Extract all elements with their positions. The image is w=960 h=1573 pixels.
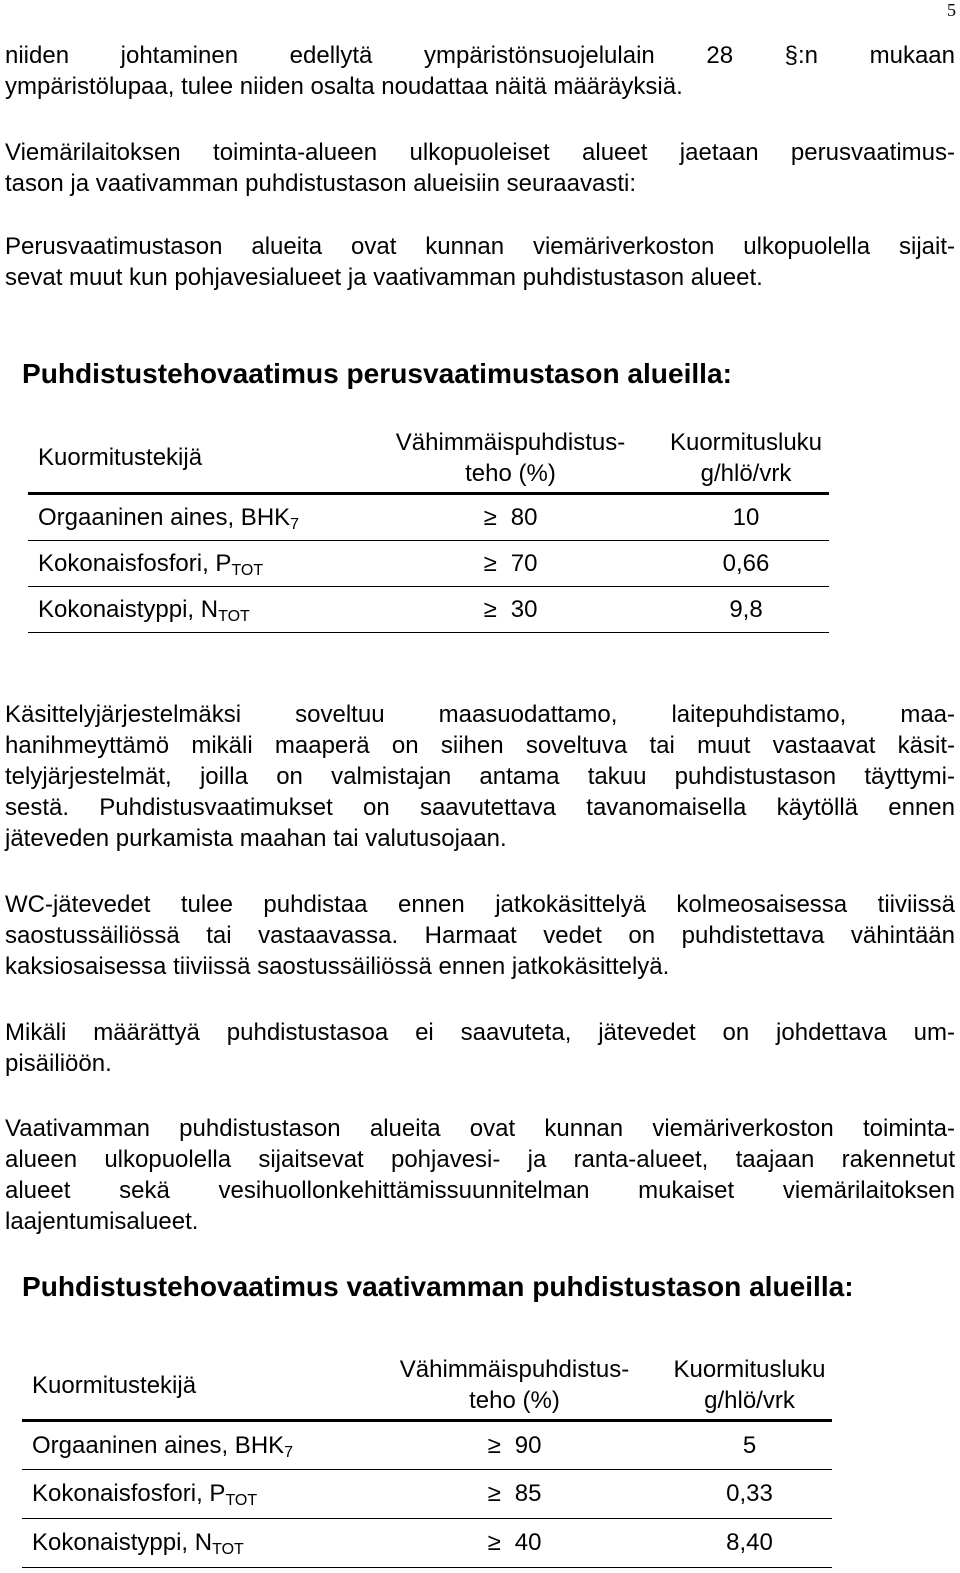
table-row <box>28 586 829 632</box>
text-line: jäteveden purkamista maahan tai valutusojaan. <box>5 825 507 852</box>
table-row <box>28 540 829 586</box>
text-line: Perusvaatimustason alueita ovat kunnan viemäriverkoston ulkopuolella sijait- <box>5 233 955 260</box>
paragraph-holding-tank <box>5 1017 955 1079</box>
text-line: saostussäiliössä tai vastaavassa. Harmaat vedet on puhdistettava vähintään <box>5 922 955 949</box>
text-line: sestä. Puhdistusvaatimukset on saavutettava tavanomaisella käytöllä ennen <box>5 794 955 821</box>
text-line: niiden johtaminen edellytä ympäristönsuojelulain 28 §:n mukaan <box>5 42 955 69</box>
cell-factor: Kokonaistyppi, $N_{TOT}$ <box>38 595 250 625</box>
page-number: 5 <box>947 0 956 20</box>
text-line: kaksiosaisessa tiiviissä saostussäiliössä ennen jatkokäsittelyä. <box>5 953 670 980</box>
greater-equal-symbol: ≥ <box>483 503 497 531</box>
table2-heading: Puhdistustehovaatimus vaativamman puhdistustason alueilla: <box>22 1271 854 1302</box>
text-line: WC-jätevedet tulee puhdistaa ennen jatkokäsittelyä kolmeosaisessa tiiviissä <box>5 891 955 918</box>
table2-header-row <box>22 1352 832 1420</box>
text-line: hanihmeyttämö mikäli maaperä on siihen soveltuva tai muut vastaavat käsit- <box>5 732 955 759</box>
cell-efficiency: ≥ 90 <box>487 1431 542 1459</box>
paragraph-treatment-systems <box>5 699 955 854</box>
cell-load: 0,66 <box>722 549 770 577</box>
text-line: alueet sekä vesihuollonkehittämissuunnitelman mukaiset viemärilaitoksen <box>5 1177 955 1204</box>
cell-factor: Kokonaistyppi, $N_{TOT}$ <box>32 1529 244 1558</box>
greater-equal-symbol: ≥ <box>483 549 497 577</box>
cell-factor: Orgaaninen aines, $BHK_7$ <box>32 1431 294 1461</box>
text-line: ympäristölupaa, tulee niiden osalta noudattaa näitä määräyksiä. <box>5 73 683 100</box>
text-line: alueen ulkopuolella sijaitsevat pohjavesi- ja ranta-alueet, taajaan rakennetut <box>5 1146 955 1173</box>
cell-load: 5 <box>742 1431 757 1459</box>
table-row <box>28 493 829 540</box>
text-line: Vaativamman puhdistustason alueita ovat kunnan viemäriverkoston toiminta- <box>5 1115 955 1142</box>
cell-efficiency: ≥ 85 <box>487 1480 542 1507</box>
column-header-load: Kuormitusluku g/hlö/vrk <box>673 1356 826 1415</box>
paragraph-demanding-areas <box>5 1113 955 1237</box>
cell-load: 9,8 <box>729 595 763 623</box>
cell-factor: Kokonaisfosfori, $P_{TOT}$ <box>32 1480 258 1509</box>
table-row <box>22 1469 832 1518</box>
table-row <box>22 1518 832 1567</box>
greater-equal-symbol: ≥ <box>487 1480 501 1507</box>
text-line: tason ja vaativamman puhdistustason alueisiin seuraavasti: <box>5 170 637 197</box>
table1-heading: Puhdistustehovaatimus perusvaatimustason alueilla: <box>22 358 732 389</box>
text-line: Käsittelyjärjestelmäksi soveltuu maasuodattamo, laitepuhdistamo, maa- <box>5 701 955 728</box>
column-header-factor: Kuormitustekijä <box>38 444 203 472</box>
paragraph-permit <box>5 40 955 102</box>
cell-efficiency: ≥ 40 <box>487 1529 542 1556</box>
text-line: Mikäli määrättyä puhdistustasoa ei saavuteta, jätevedet on johdettava um- <box>5 1019 955 1046</box>
cell-factor: Kokonaisfosfori, $P_{TOT}$ <box>38 549 264 579</box>
text-line: Viemärilaitoksen toiminta-alueen ulkopuoleiset alueet jaetaan perusvaatimus- <box>5 139 955 166</box>
cell-efficiency: ≥ 70 <box>483 549 538 577</box>
greater-equal-symbol: ≥ <box>487 1431 501 1459</box>
text-line: laajentumisalueet. <box>5 1208 199 1235</box>
column-header-factor: Kuormitustekijä <box>32 1371 197 1399</box>
paragraph-basic-areas <box>5 231 955 293</box>
greater-equal-symbol: ≥ <box>483 595 497 623</box>
paragraph-area-division <box>5 137 955 199</box>
greater-equal-symbol: ≥ <box>487 1529 501 1556</box>
cell-efficiency: ≥ 80 <box>483 503 538 531</box>
cell-factor: Orgaaninen aines, $BHK_7$ <box>38 503 300 533</box>
cell-load: 10 <box>732 503 760 531</box>
table1-header-row <box>28 424 829 493</box>
cell-efficiency: ≥ 30 <box>483 595 538 623</box>
text-line: pisäiliöön. <box>5 1050 112 1077</box>
table1 <box>28 424 829 633</box>
cell-load: 0,33 <box>726 1480 773 1507</box>
column-header-efficiency: Vähimmäispuhdistus- teho (%) <box>395 428 626 487</box>
paragraph-wc-water <box>5 889 955 982</box>
column-header-efficiency: Vähimmäispuhdistus- teho (%) <box>399 1356 630 1415</box>
text-line: sevat muut kun pohjavesialueet ja vaativamman puhdistustason alueet. <box>5 264 763 291</box>
column-header-load: Kuormitusluku g/hlö/vrk <box>669 428 823 487</box>
cell-load: 8,40 <box>726 1529 773 1556</box>
text-line: telyjärjestelmät, joilla on valmistajan antama takuu puhdistustason täyttymi- <box>5 763 955 790</box>
table2 <box>22 1352 832 1568</box>
table-row <box>22 1420 832 1469</box>
